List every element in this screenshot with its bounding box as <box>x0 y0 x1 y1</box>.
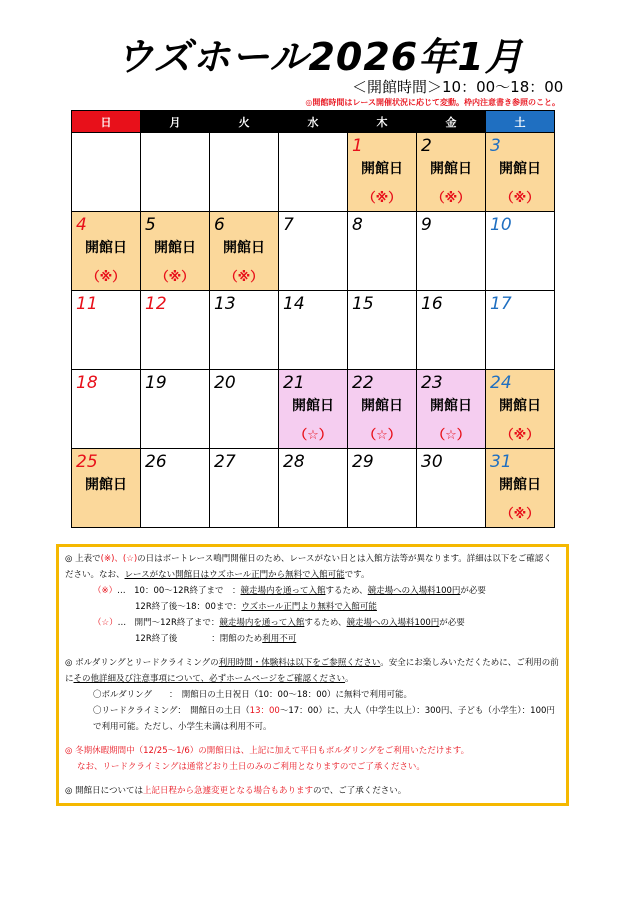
note-sun-rule-after: 12R終了後 ：閉館のため利用不可 <box>135 634 297 644</box>
calendar-day-cell <box>348 449 417 528</box>
calendar-day-cell <box>486 291 555 370</box>
calendar-day-cell <box>279 370 348 449</box>
day-number: 30 <box>421 452 443 472</box>
day-number: 8 <box>352 215 363 235</box>
open-day-label: 開館日 <box>361 398 403 414</box>
weekday-sun: 日 <box>72 111 141 133</box>
open-day-label: 開館日 <box>85 240 127 256</box>
open-day-mark: （※） <box>431 191 471 206</box>
calendar-week <box>72 370 555 449</box>
calendar-week <box>72 133 555 212</box>
open-day-mark: （☆） <box>363 428 401 443</box>
day-number: 11 <box>76 294 98 314</box>
day-number: 23 <box>421 373 443 393</box>
calendar-day-cell <box>210 370 279 449</box>
calendar-day-cell <box>210 133 279 212</box>
calendar-day-cell <box>141 212 210 291</box>
day-number: 24 <box>490 373 512 393</box>
day-number: 29 <box>352 452 374 472</box>
weekday-tue: 火 <box>210 111 279 133</box>
hours-note: ◎開館時間はレース開催状況に応じて変動。枠内注意書き参照のこと。 <box>305 98 560 107</box>
calendar-day-cell <box>72 291 141 370</box>
open-day-mark: （※） <box>500 507 540 522</box>
day-number: 2 <box>421 136 432 156</box>
weekday-header-row <box>72 111 555 133</box>
open-day-mark: （※） <box>86 270 126 285</box>
weekday-thu: 木 <box>348 111 417 133</box>
opening-hours: ＜開館時間＞10：00～18：00 <box>352 78 564 96</box>
note-winter: ◎ 冬期休暇期間中（12/25～1/6）の開館日は、上記に加えて平日もボルダリングをご利用いただけます。 <box>65 746 470 756</box>
calendar-day-cell <box>279 449 348 528</box>
calendar-day-cell <box>417 212 486 291</box>
calendar-table <box>71 110 555 528</box>
calendar-day-cell <box>72 449 141 528</box>
calendar-day-cell <box>141 370 210 449</box>
calendar-week <box>72 449 555 528</box>
open-day-label: 開館日 <box>499 477 541 493</box>
calendar-week <box>72 291 555 370</box>
day-number: 16 <box>421 294 443 314</box>
open-day-mark: （※） <box>224 270 264 285</box>
notes-box <box>56 544 569 806</box>
calendar-day-cell <box>279 212 348 291</box>
note-schedule-change: ◎ 開館日については上記日程から急遽変更となる場合もありますので、ご了承ください。 <box>65 786 407 796</box>
open-day-mark: （※） <box>500 191 540 206</box>
open-day-label: 開館日 <box>85 477 127 493</box>
day-number: 3 <box>490 136 501 156</box>
calendar-day-cell <box>72 370 141 449</box>
day-number: 7 <box>283 215 294 235</box>
calendar-day-cell <box>348 212 417 291</box>
day-number: 12 <box>145 294 167 314</box>
note-lead-climbing: 〇リードクライミング： 開館日の土日（13：00～17：00）に、大人（中学生以上）：300円、子ども（小学生）：100円で利用可能。ただし、小学生未満は利用不可。 <box>93 706 555 732</box>
day-number: 19 <box>145 373 167 393</box>
weekday-mon: 月 <box>141 111 210 133</box>
day-number: 21 <box>283 373 305 393</box>
calendar-day-cell <box>348 370 417 449</box>
calendar-day-cell <box>417 291 486 370</box>
calendar-day-cell <box>141 291 210 370</box>
calendar-day-cell <box>72 133 141 212</box>
calendar-day-cell <box>486 370 555 449</box>
open-day-label: 開館日 <box>223 240 265 256</box>
calendar-day-cell <box>348 133 417 212</box>
calendar-day-cell <box>279 291 348 370</box>
open-day-label: 開館日 <box>430 398 472 414</box>
calendar-day-cell <box>417 449 486 528</box>
calendar-day-cell <box>210 212 279 291</box>
open-day-mark: （※） <box>155 270 195 285</box>
day-number: 18 <box>76 373 98 393</box>
note-star-rule: （※）… 10：00～12R終了まで ：競走場内を通って入館するため、競走場への入場料100円が必要 <box>93 586 486 596</box>
page-title: ウズホール2026年1月 <box>115 35 524 79</box>
day-number: 13 <box>214 294 236 314</box>
note-sun-rule: （☆）… 開門～12R終了まで：競走場内を通って入館するため、競走場への入場料100円が必要 <box>93 618 465 628</box>
open-day-label: 開館日 <box>499 398 541 414</box>
day-number: 5 <box>145 215 156 235</box>
calendar-day-cell <box>348 291 417 370</box>
day-number: 22 <box>352 373 374 393</box>
calendar-day-cell <box>210 291 279 370</box>
open-day-label: 開館日 <box>361 161 403 177</box>
calendar-day-cell <box>210 449 279 528</box>
open-day-mark: （※） <box>362 191 402 206</box>
day-number: 9 <box>421 215 432 235</box>
calendar-day-cell <box>72 212 141 291</box>
calendar-day-cell <box>417 133 486 212</box>
day-number: 17 <box>490 294 512 314</box>
note-winter-lead: なお、リードクライミングは通常どおり土日のみのご利用となりますのでご了承ください。 <box>77 762 425 772</box>
calendar-day-cell <box>486 449 555 528</box>
open-day-mark: （☆） <box>432 428 470 443</box>
open-day-mark: （※） <box>500 428 540 443</box>
day-number: 15 <box>352 294 374 314</box>
day-number: 28 <box>283 452 305 472</box>
calendar-week <box>72 212 555 291</box>
open-day-label: 開館日 <box>499 161 541 177</box>
day-number: 25 <box>76 452 98 472</box>
note-race-days: ◎ 上表で(※)、(☆)の日はボートレース鳴門開催日のため、レースがない日とは入館方法等が異なります。詳細は以下をご確認ください。なお、レースがない開館日はウズホール正門から無料で入館可能です。 <box>65 554 552 580</box>
weekday-wed: 水 <box>279 111 348 133</box>
note-star-rule-after: 12R終了後～18：00まで：ウズホール正門より無料で入館可能 <box>135 602 377 612</box>
note-climbing: ◎ ボルダリングとリードクライミングの利用時間・体験料は以下をご参照ください。安全にお楽しみいただくために、ご利用の前にその他詳細及び注意事項について、必ずホームページをご確認ください。 <box>65 658 559 684</box>
calendar-day-cell <box>486 212 555 291</box>
open-day-label: 開館日 <box>430 161 472 177</box>
calendar-day-cell <box>486 133 555 212</box>
day-number: 27 <box>214 452 236 472</box>
weekday-sat: 土 <box>486 111 555 133</box>
weekday-fri: 金 <box>417 111 486 133</box>
open-day-label: 開館日 <box>292 398 334 414</box>
open-day-label: 開館日 <box>154 240 196 256</box>
calendar-day-cell <box>141 449 210 528</box>
day-number: 1 <box>352 136 363 156</box>
calendar-day-cell <box>417 370 486 449</box>
day-number: 26 <box>145 452 167 472</box>
day-number: 31 <box>490 452 512 472</box>
day-number: 10 <box>490 215 512 235</box>
calendar-day-cell <box>141 133 210 212</box>
day-number: 6 <box>214 215 225 235</box>
note-bouldering: 〇ボルダリング ： 開館日の土日祝日（10：00～18：00）に無料で利用可能。 <box>93 690 413 700</box>
day-number: 20 <box>214 373 236 393</box>
open-day-mark: （☆） <box>294 428 332 443</box>
day-number: 14 <box>283 294 305 314</box>
day-number: 4 <box>76 215 87 235</box>
calendar-day-cell <box>279 133 348 212</box>
